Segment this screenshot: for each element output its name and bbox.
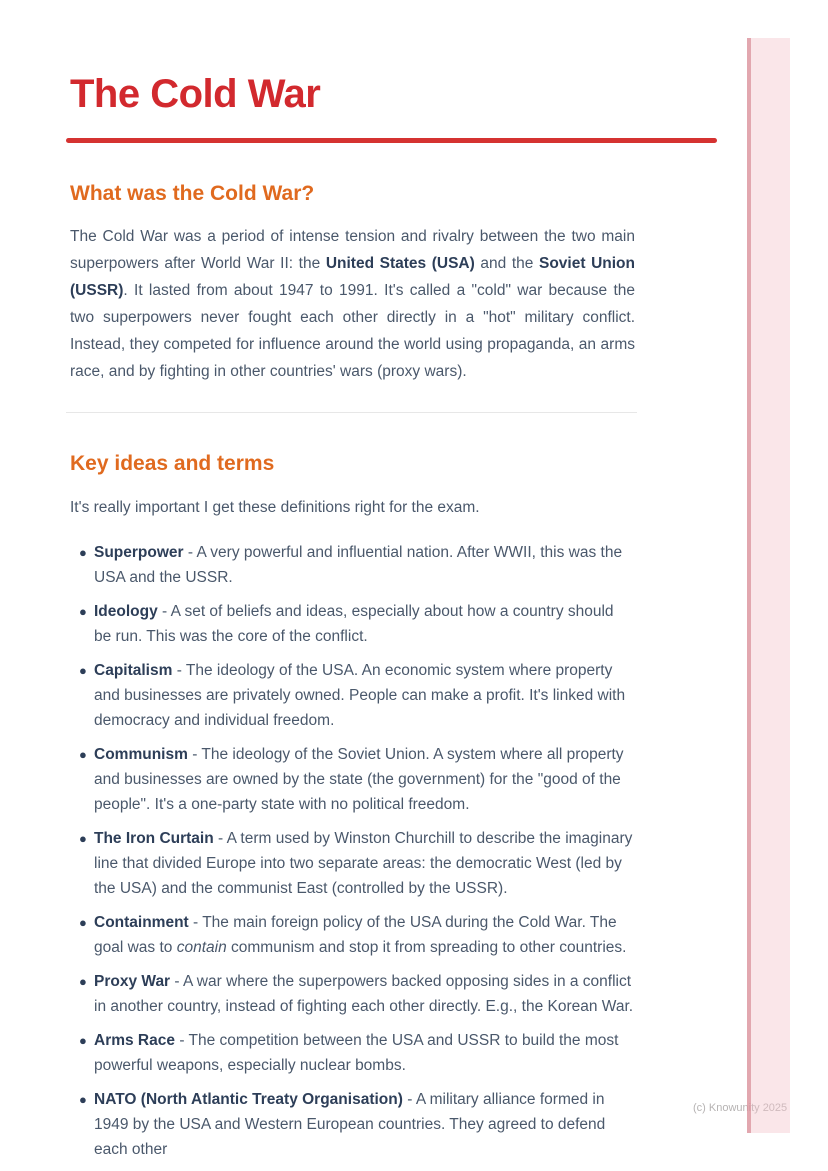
document-content <box>70 70 635 1171</box>
term-label: Communism <box>94 746 188 763</box>
bold-term-usa: United States (USA) <box>325 255 475 272</box>
list-item-proxy-war <box>79 969 635 1019</box>
bold-term-ussr: Soviet Union (USSR) <box>70 255 635 299</box>
term-definition: - A war where the superpowers backed opposing sides in a conflict in another country, instead of fighting each other directly. E.g., the Korean War. <box>94 973 634 1015</box>
bullet-icon: ● <box>79 831 87 846</box>
term-label: Containment <box>94 914 189 931</box>
bullet-icon: ● <box>79 604 87 619</box>
list-item-communism <box>79 742 635 817</box>
term-definition-post: communism and stop it from spreading to other countries. <box>226 939 627 956</box>
pink-margin-stripe <box>747 38 790 1133</box>
term-label: Ideology <box>94 603 158 620</box>
bullet-icon: ● <box>79 915 87 930</box>
section-heading-what-was-the-cold-war: What was the Cold War? <box>70 182 315 205</box>
term-label: NATO (North Atlantic Treaty Organisation) <box>94 1091 403 1108</box>
term-definition: - The ideology of the USA. An economic system where property and businesses are privately owned. People can make a profit. It's linked with democracy and individual freedom. <box>94 662 626 729</box>
copyright-watermark: (c) Knowunity 2025 <box>693 1102 788 1114</box>
term-definition: - A term used by Winston Churchill to describe the imaginary line that divided Europe into two separate areas: the democratic West (led by the USA) and the communist East (controlled by the USSR). <box>94 830 633 897</box>
term-label: Proxy War <box>94 973 171 990</box>
paragraph-segment: and the <box>474 255 539 272</box>
bullet-icon: ● <box>79 974 87 989</box>
term-label: Arms Race <box>94 1032 175 1049</box>
page-title: The Cold War <box>70 72 321 116</box>
term-definition: - The ideology of the Soviet Union. A system where all property and businesses are owned by the state (the government) for the "good of the people". It's a one-party state with no political freedom. <box>94 746 624 813</box>
list-item-arms-race <box>79 1028 635 1078</box>
terms-list <box>70 540 635 1162</box>
list-item-containment <box>79 910 635 960</box>
term-label: Capitalism <box>94 662 173 679</box>
bullet-icon: ● <box>79 1033 87 1048</box>
term-label: The Iron Curtain <box>94 830 214 847</box>
term-definition-pre: - The main foreign policy of the USA during the Cold War. The goal was to <box>94 914 617 956</box>
section-heading-key-ideas: Key ideas and terms <box>70 452 275 475</box>
bullet-icon: ● <box>79 663 87 678</box>
paragraph-segment: . It lasted from about 1947 to 1991. It's called a "cold" war because the two superpowers never fought each other directly in a "hot" military conflict. Instead, they competed for influence around the world using propaganda, an arms race, and by fighting in other countries' wars (proxy wars). <box>70 282 635 380</box>
bullet-icon: ● <box>79 747 87 762</box>
title-underline-rule <box>66 138 717 143</box>
list-item-nato <box>79 1087 635 1162</box>
section-divider <box>66 412 637 413</box>
term-definition: - A set of beliefs and ideas, especially about how a country should be run. This was the core of the conflict. <box>94 603 614 645</box>
list-item-iron-curtain <box>79 826 635 901</box>
term-definition: - A military alliance formed in 1949 by the USA and Western European countries. They agreed to defend each other <box>94 1091 606 1158</box>
term-label: Superpower <box>94 544 184 561</box>
list-item-capitalism <box>79 658 635 733</box>
paragraph-segment: The Cold War was a period of intense tension and rivalry between the two main superpowers after World War II: the <box>70 228 635 272</box>
bullet-icon: ● <box>79 545 87 560</box>
bullet-icon: ● <box>79 1092 87 1107</box>
key-ideas-lead-line: It's really important I get these definitions right for the exam. <box>70 499 480 516</box>
term-definition: - The competition between the USA and USSR to build the most powerful weapons, especially nuclear bombs. <box>94 1032 619 1074</box>
term-definition: - A very powerful and influential nation. After WWII, this was the USA and the USSR. <box>94 544 623 586</box>
cold-war-intro-paragraph <box>70 223 635 385</box>
list-item-ideology <box>79 599 635 649</box>
term-definition-italic: contain <box>176 939 227 956</box>
list-item-superpower <box>79 540 635 590</box>
